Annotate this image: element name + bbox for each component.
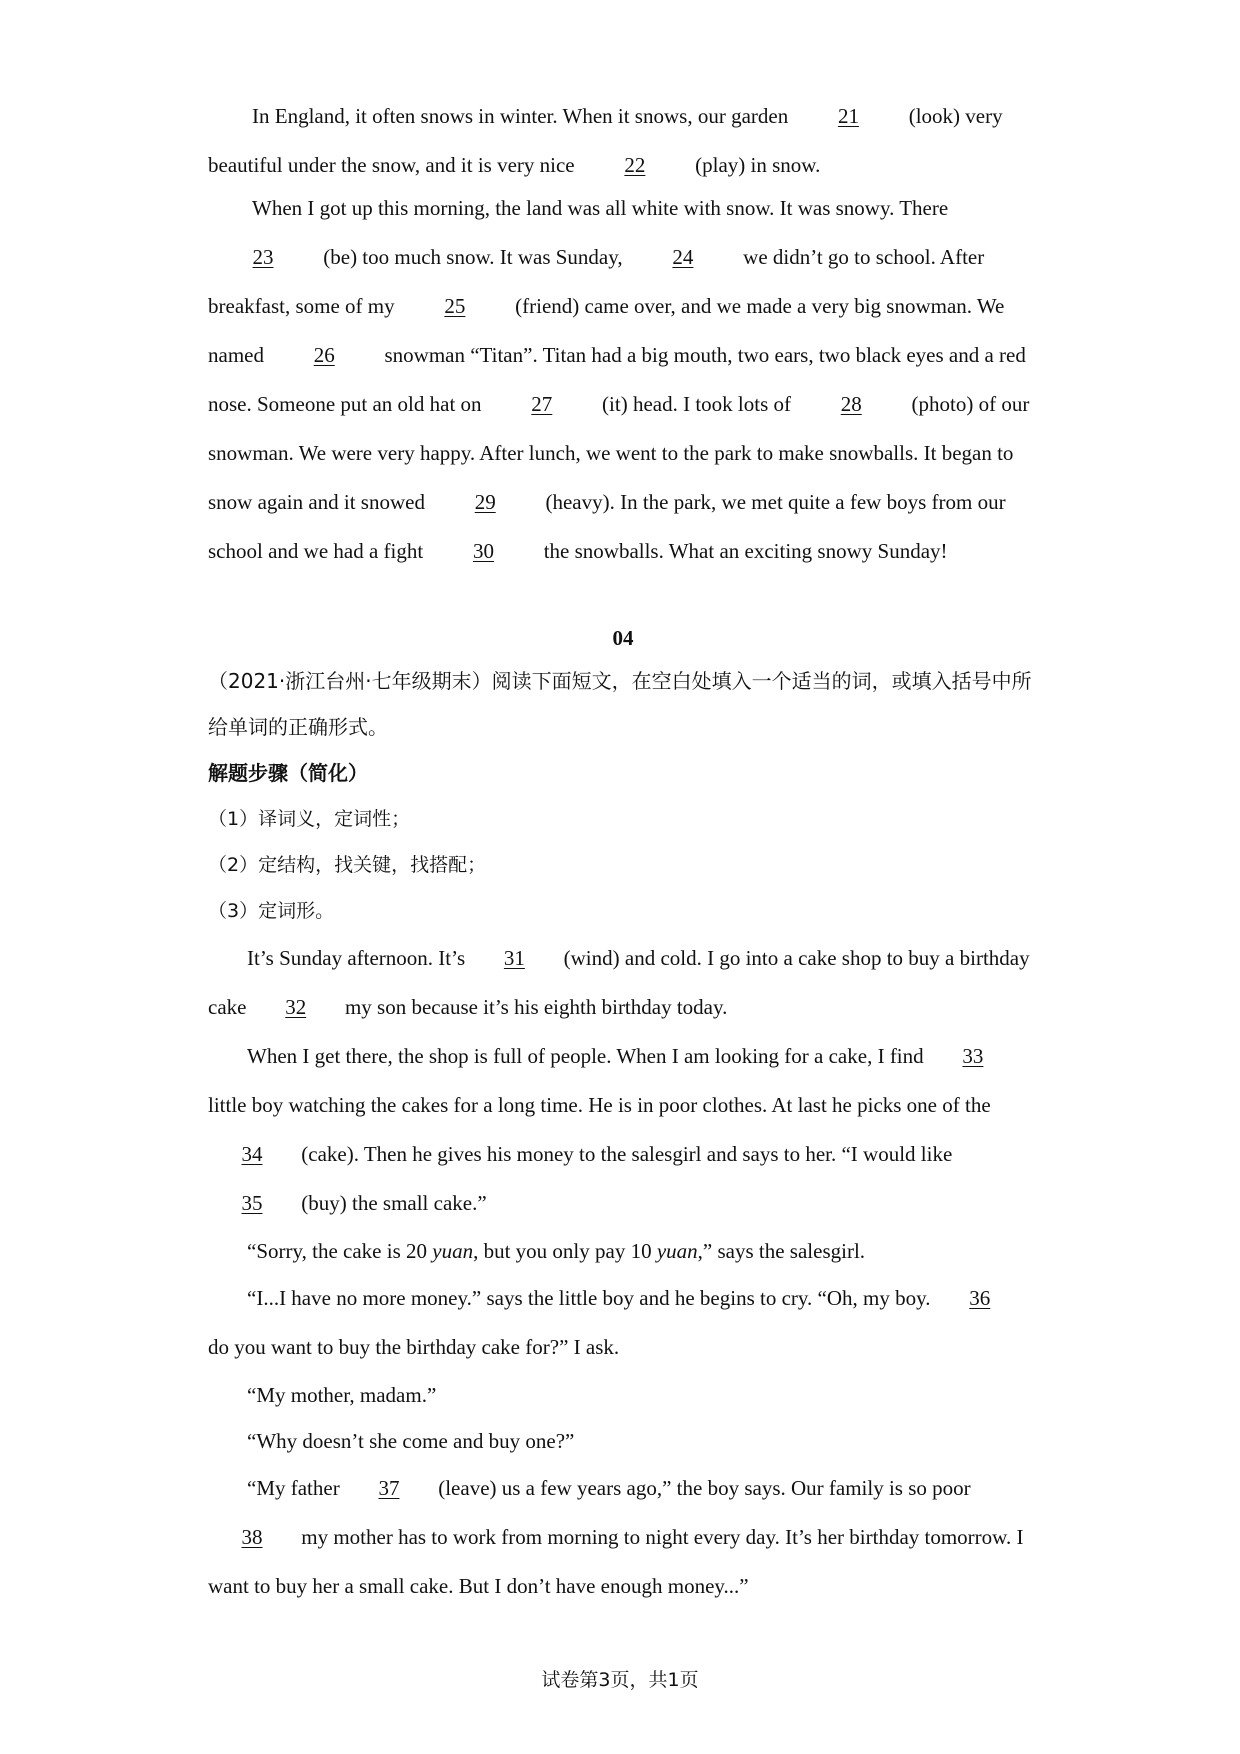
section-instruction: （2021·浙江台州·七年级期末）阅读下面短文，在空白处填入一个适当的词，或填入括号中所给单词的正确形式。 <box>208 669 1032 739</box>
text-run: (buy) the small cake.” <box>296 1191 487 1215</box>
text-run: (heavy). In the park, we met quite a few boys from our school and we had a fight <box>208 490 1006 563</box>
text-run: When I get there, the shop is full of people. When I am looking for a cake, I find <box>247 1044 929 1068</box>
blank-26[interactable]: 26 <box>313 343 335 367</box>
text-run: (wind) and cold. I go into a cake shop to buy a birthday cake <box>208 946 1030 1019</box>
text-run: my mother has to work from morning to night every day. It’s her birthday tomorrow. I want to buy her a small cake. But I don’t have enough money...” <box>208 1525 1024 1598</box>
blank-25[interactable]: 25 <box>444 294 466 318</box>
text-run: we didn’t go to school. After breakfast, some of my <box>208 245 985 318</box>
text-run: do you want to buy the birthday cake for?” I ask. <box>208 1335 620 1359</box>
text-run: “My father <box>247 1476 345 1500</box>
passage3-paragraph-2 <box>208 184 1038 576</box>
step-3: （3）定词形。 <box>208 900 335 922</box>
passage4-paragraph-2 <box>208 1032 1038 1228</box>
blank-35[interactable]: 35 <box>241 1191 263 1215</box>
steps-title: 解题步骤（简化） <box>208 761 368 785</box>
blank-34[interactable]: 34 <box>241 1142 263 1166</box>
blank-24[interactable]: 24 <box>672 245 694 269</box>
text-run: (cake). Then he gives his money to the salesgirl and says to her. “I would like <box>296 1142 953 1166</box>
page-footer: 试卷第3页，共1页 <box>541 1669 699 1691</box>
step-2: （2）定结构，找关键，找搭配； <box>208 854 487 876</box>
passage4-paragraph-6: “Why doesn’t she come and buy one?” <box>247 1429 575 1453</box>
text-run: (look) very beautiful under the snow, and it is very nice <box>208 104 1003 177</box>
blank-36[interactable]: 36 <box>969 1286 991 1310</box>
step-1: （1）译词义，定词性； <box>208 808 411 830</box>
text-run: (be) too much snow. It was Sunday, <box>318 245 628 269</box>
text-run: ,” says the salesgirl. <box>697 1239 866 1263</box>
blank-22[interactable]: 22 <box>624 153 646 177</box>
text-run: It’s Sunday afternoon. It’s <box>247 946 471 970</box>
passage3-paragraph-1 <box>208 92 1038 190</box>
text-run: the snowballs. What an exciting snowy Sunday! <box>538 539 948 563</box>
text-run-italic: yuan <box>656 1239 698 1263</box>
text-run-italic: yuan <box>432 1239 474 1263</box>
blank-28[interactable]: 28 <box>840 392 862 416</box>
text-run: , but you only pay 10 <box>473 1239 657 1263</box>
text-run: little boy watching the cakes for a long time. He is in poor clothes. At last he picks one of the <box>208 1093 991 1117</box>
passage4-paragraph-5: “My mother, madam.” <box>247 1383 437 1407</box>
text-run: “Sorry, the cake is 20 <box>247 1239 433 1263</box>
text-run: (photo) of our snowman. We were very happy. After lunch, we went to the park to make snowballs. It began to snow again and it snowed <box>208 392 1030 514</box>
blank-21[interactable]: 21 <box>837 104 859 128</box>
text-run: In England, it often snows in winter. When it snows, our garden <box>252 104 794 128</box>
blank-37[interactable]: 37 <box>378 1476 400 1500</box>
text-run: (leave) us a few years ago,” the boy says. Our family is so poor <box>432 1476 971 1500</box>
passage4-paragraph-7 <box>208 1464 1038 1611</box>
text-run: my son because it’s his eighth birthday today. <box>339 995 728 1019</box>
blank-30[interactable]: 30 <box>472 539 494 563</box>
blank-31[interactable]: 31 <box>503 946 525 970</box>
blank-32[interactable]: 32 <box>285 995 307 1019</box>
text-run: When I got up this morning, the land was all white with snow. It was snowy. There <box>252 196 949 220</box>
text-run: snowman “Titan”. Titan had a big mouth, two ears, two black eyes and a red nose. Someone put an old hat on <box>208 343 1026 416</box>
text-run: (it) head. I took lots of <box>596 392 797 416</box>
section-number: 04 <box>612 626 634 650</box>
text-run: (play) in snow. <box>689 153 821 177</box>
blank-38[interactable]: 38 <box>241 1525 263 1549</box>
blank-33[interactable]: 33 <box>962 1044 984 1068</box>
passage4-paragraph-1 <box>208 934 1038 1032</box>
page-content <box>208 92 1038 1611</box>
blank-23[interactable]: 23 <box>252 245 274 269</box>
text-run: “I...I have no more money.” says the little boy and he begins to cry. “Oh, my boy. <box>247 1286 936 1310</box>
blank-27[interactable]: 27 <box>531 392 553 416</box>
passage4-paragraph-3 <box>208 1228 1038 1274</box>
blank-29[interactable]: 29 <box>474 490 496 514</box>
passage4-paragraph-4 <box>208 1274 1038 1372</box>
text-run: (friend) came over, and we made a very big snowman. We named <box>208 294 1005 367</box>
